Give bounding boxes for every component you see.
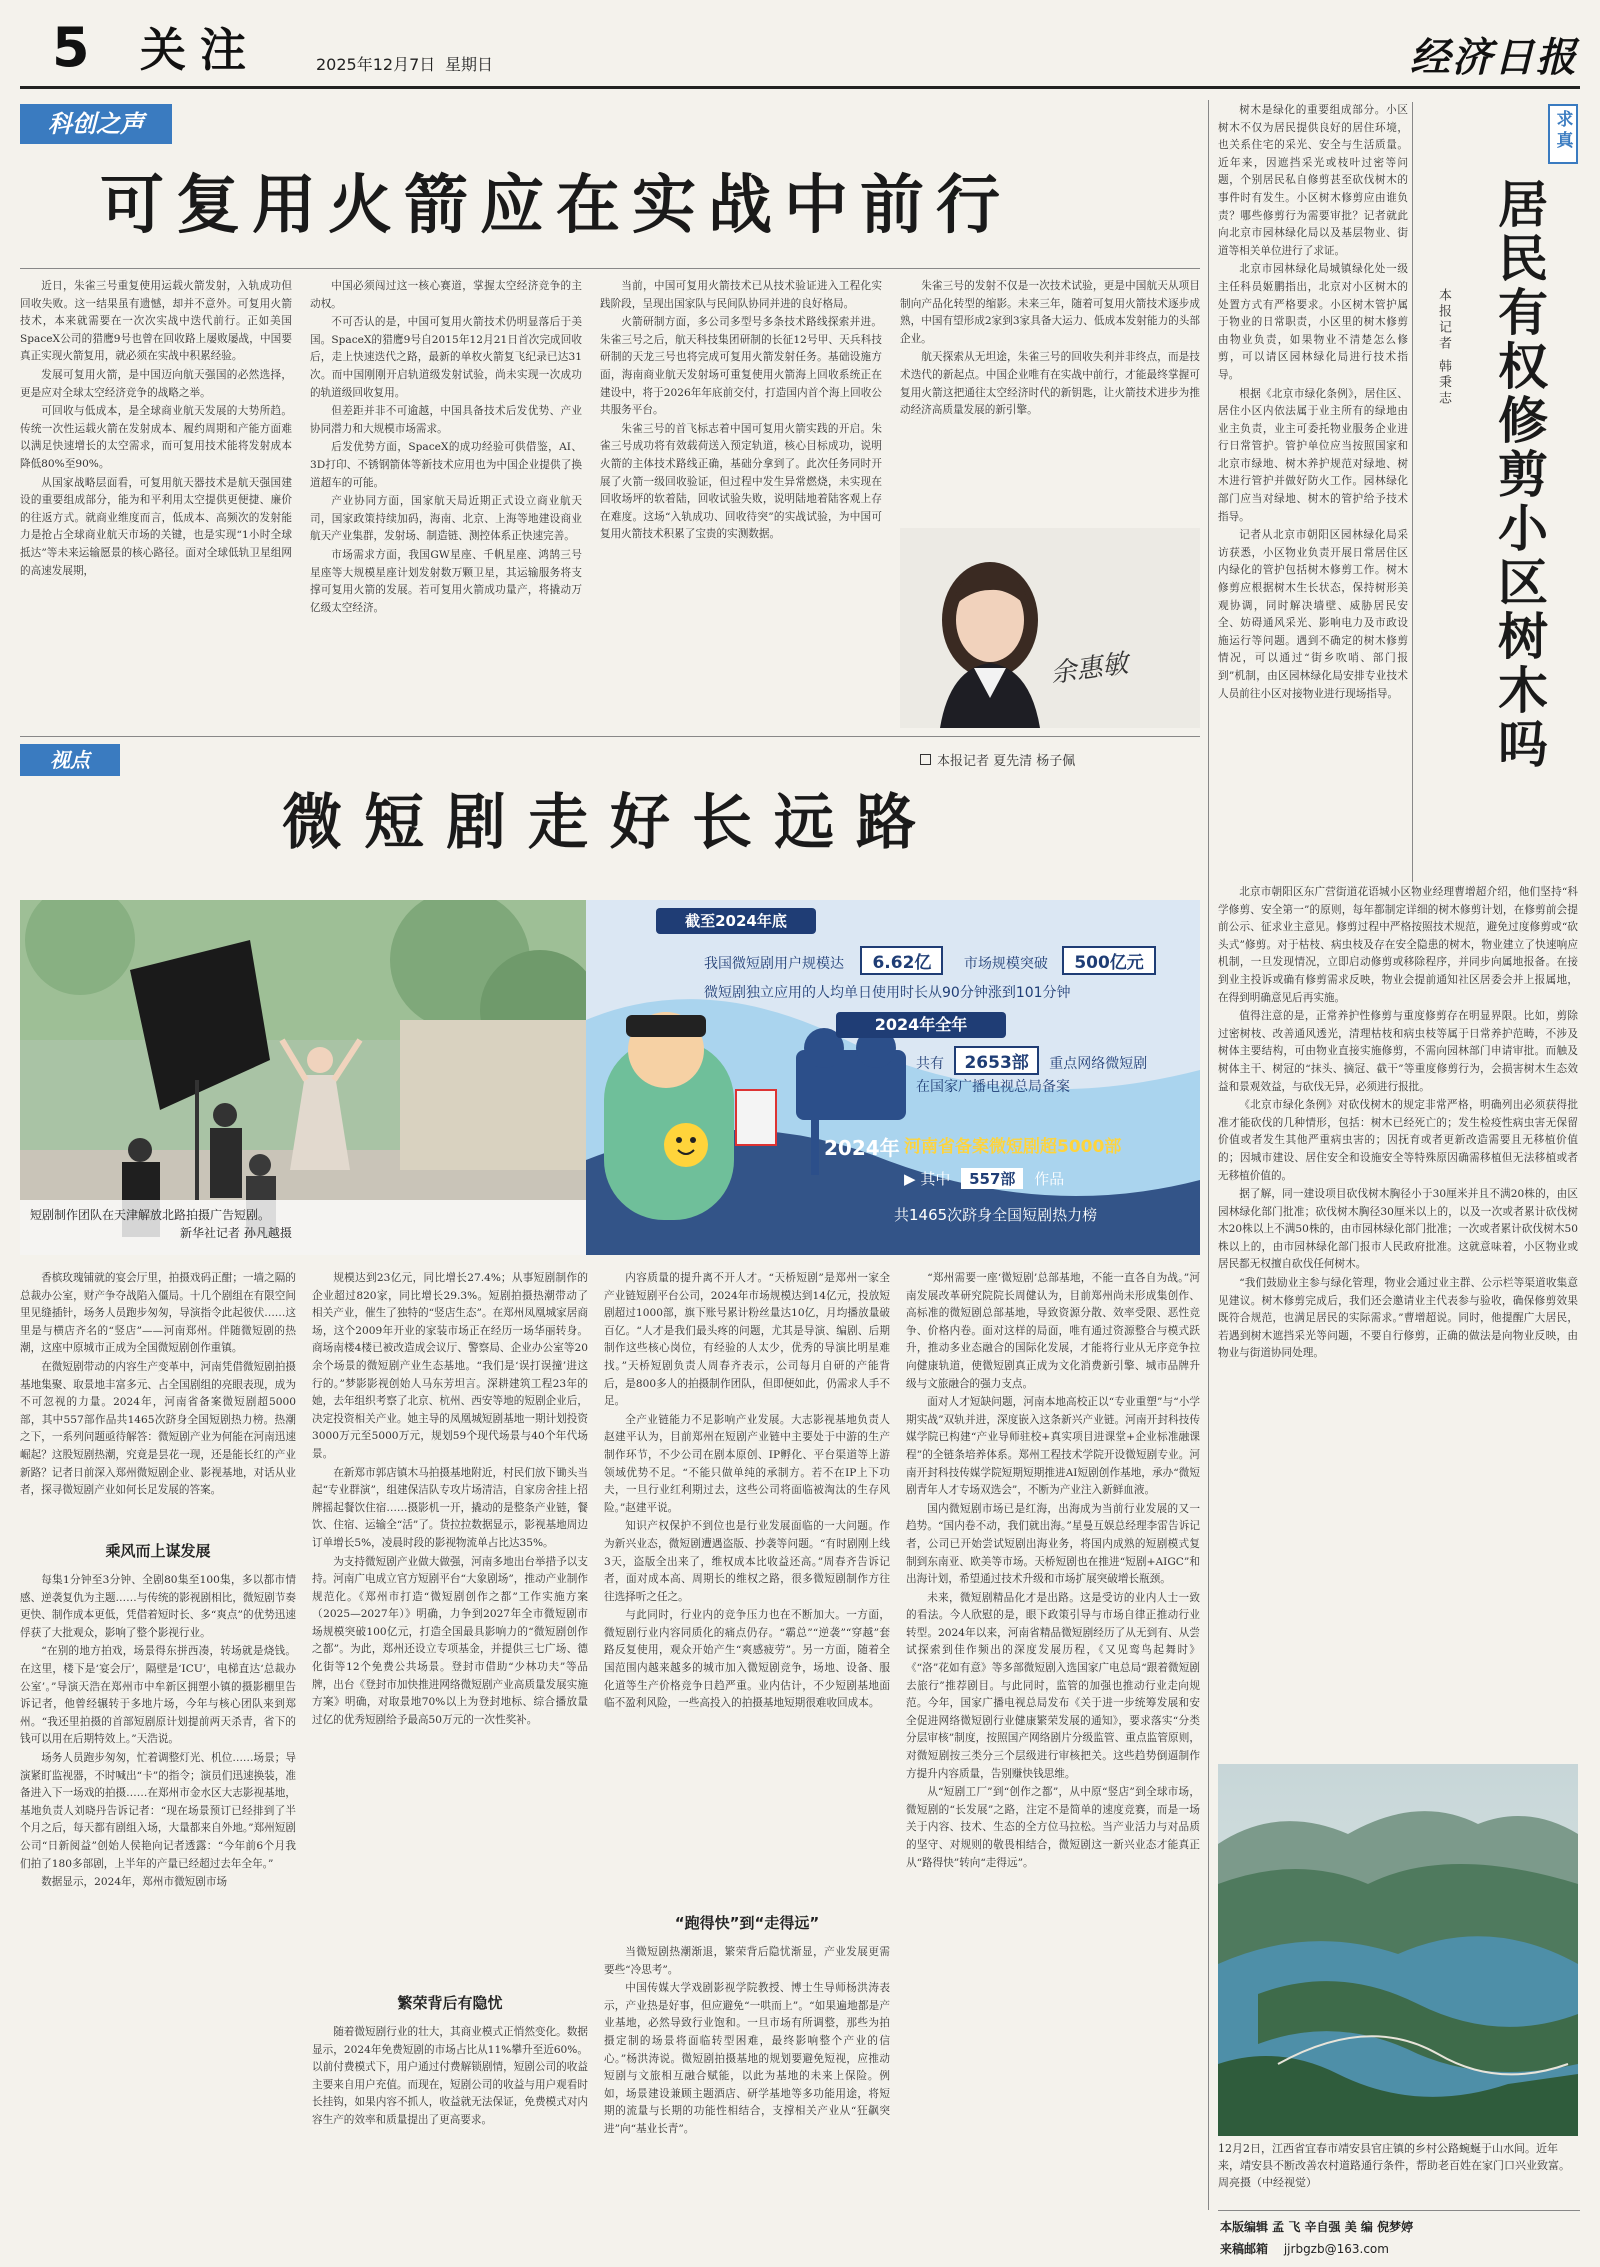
footer-email-row xyxy=(1220,2240,1389,2257)
article-rocket xyxy=(20,98,1200,738)
page-number: 5 xyxy=(52,16,90,79)
text-column: 每集1分钟至3分钟、全剧80集至100集，多以都市情感、逆袭复仇为主题……与传统的影视剧相比，微短剧节奏更快、制作成本更低，凭借着短时长、多“爽点”的优势迅速俘获了大批观众，影响了整个影视行业。 “在别的地方拍戏，场景得东拼西凑，转场就是烧钱。在这里，楼下是‘宴会厅’，隔壁是‘ICU’，电梯直达‘总裁办公室’。”导演天浩在郑州市中牟新区拥塑小镇的摄影棚里告诉记者，他曾经辗转于多地片场，今年与核心团队来到郑州。“我还里拍摄的首部短剧原计划提前两天杀青，省下的钱可以用在后期特效上。”天浩说。 场务人员跑步匆匆，忙着调整灯光、机位……场景；导演紧盯监视器，不时喊出“卡”的指令；演员们迅速换装，准备进入下一场戏的拍摄……在郑州市金水区大志影视基地，基地负责人刘晓丹告诉记者：“现在场景预订已经排到了半个月之后，每天都有剧组入场，大量都来自外地。”郑州短剧公司“日新阅益”创始人侯艳向记者透露：“今年前6个月我们拍了180多部剧，上半年的产量已经超过去年全年。” 数据显示，2024年，郑州市微短剧市场 xyxy=(20,1574,296,1889)
infographic xyxy=(586,900,1200,1255)
henan-box xyxy=(824,1122,1184,1242)
stat-row-users: 我国微短剧用户规模达 6.62亿 市场规模突破 500亿元 xyxy=(704,946,1156,975)
users-value: 6.62亿 xyxy=(860,946,943,975)
text-column: 树木是绿化的重要组成部分。小区树木不仅为居民提供良好的居住环境，也关系住宅的采光、安全与生活质量。近年来，因遮挡采光或枝叶过密等问题，个别居民私自修剪甚至砍伐树木的事件时有发生。小区树木修剪应由谁负责？哪些修剪行为需要审批？记者就此向北京市园林绿化局以及基层物业、街道等相关单位进行了求证。 北京市园林绿化局城镇绿化处一级主任科员姬鹏指出，北京对小区树木的处置方式有严格要求。小区树木管护属于物业的日常职责，小区里的树木修剪由物业负责，如果物业不清楚怎么修剪，可以请区园林绿化局进行技术指导。 根据《北京市绿化条例》，居住区、居住小区内依法属于业主所有的绿地由业主负责，业主可委托物业服务企业进行日常管护。管护单位应当按照国家和北京市绿地、树木养护规范对绿地、树木进行管护并做好防火工作。园林绿化部门应当对绿地、树木的管护给予技术指导。 记者从北京市朝阳区园林绿化局采访获悉，小区物业负责开展日常居住区内绿化的管护包括树木修剪工作。树木修剪应根据树木生长状态，保持树形美观协调，同时解决墙壁、威胁居民安全、妨碍通风采光、影响电力及市政设施运行等问题。遇到不确定的树木修剪情况，可以通过“街乡吹哨、部门报到”机制，由区园林绿化局安排专业技术人员前往小区对接物业进行现场指导。 xyxy=(1218,104,1408,700)
total-note: 在国家广播电视总局备案 xyxy=(916,1079,1070,1095)
column-label: 求真 xyxy=(1548,104,1578,164)
issue-date: 2025年12月7日 xyxy=(316,55,436,74)
banner-2024-end: 截至2024年底 xyxy=(656,908,816,934)
divider xyxy=(20,268,1200,269)
text-column: 规模达到23亿元，同比增长27.4%；从事短剧制作的企业超过820家，同比增长29.3%。短剧拍摄热潮带动了相关产业，催生了独特的“竖店生态”。在郑州凤凰城家居商场，这个2009年开业的家装市场正在经历一场华丽转身。商场南楼4楼已被改造成会议厅、警察局、企业办公室等20余个场景的微短剧产业生态基地。“我们是‘误打误撞’进这行的。”梦影影视创始人马东芳坦言。深耕建筑工程23年的她，去年组织考察了北京、杭州、西安等地的短剧企业后，决定投资相关产业。她主导的凤凰城短剧基地一期计划投资3000万元至5000万元，规划59个现代场景与40个年代场景。 在新郑市郭店镇木马拍摄基地附近，村民们放下锄头当起“专业群演”，组建保洁队专攻片场清洁，自家房舍挂上招牌摇起餐饮住宿……摄影机一开，撬动的是整条产业链，餐饮、住宿、运输全“活”了。货拉拉数据显示，影视基地周边订单增长5%，凌晨时段的影视物流单占比达35%。 为支持微短剧产业做大做强，河南多地出台举措予以支持。河南广电成立官方短剧平台“大象剧场”，推动产业制作规范化。《郑州市打造“微短剧创作之都”工作实施方案（2025—2027年）》明确，力争到2027年全市微短剧市场规模突破100亿元，打造全国最具影响力的“微短剧创作之都”。为此，郑州还设立专项基金，并提供三七广场、德化街等12个免费公共场景。登封市借助“少林功夫”等品牌，出台《登封市加快推进网络微短剧产业高质量发展实施方案》明确，对取景地70%以上为登封地标、综合播放量过亿的优秀短剧给予最高50万元的一次性奖补。 xyxy=(312,1272,588,1726)
paper-logo: 经济日报 xyxy=(1410,34,1578,81)
photo-caption: 短剧制作团队在天津解放北路拍摄广告短剧。 xyxy=(30,1208,271,1222)
footer-editors: 本版编辑 孟 飞 辛自强 美 编 倪梦婷 xyxy=(1220,2220,1414,2234)
photo-caption: 12月2日，江西省宜春市靖安县官庄镇的乡村公路蜿蜒于山水间。近年来，靖安县不断改善农村道路通行条件，帮助老百姓在家门口兴业致富。 周亮摄（中经视觉） xyxy=(1218,2142,1570,2189)
byline: 本报记者 夏先清 杨子佩 xyxy=(920,750,1075,769)
text-column: “郑州需要一座‘微短剧’总部基地，不能一直各自为战。”河南发展改革研究院院长周健认为，目前郑州尚未形成集创作、高标准的微短剧总部基地，导致资源分散、效率受限、恶性竞争、价格内卷。面对这样的局面，唯有通过资源整合与模式跃升，推动多业态融合的国际化发展，才能将行业从无序竞争拉向健康轨道，使微短剧真正成为文化消费新引擎、城市品牌升级与文旅融合的强力支点。 面对人才短缺问题，河南本地高校正以“专业重塑”与“小学期实战”双轨并进，深度嵌入这条新兴产业链。河南开封科技传媒学院已构建“产业导师驻校+真实项目进课堂+企业标准融课程”的全链条培养体系。郑州工程技术学院开设微短剧专业。河南开封科技传媒学院短期短期推进AI短剧创作基地，承办“微短剧青年人才专场双选会”，不断为产业注入新鲜血液。 国内微短剧市场已是红海，出海成为当前行业发展的又一趋势。“国内卷不动，我们就出海。”星曼互娱总经理李雷告诉记者，公司已开始尝试短剧出海业务，将国内成熟的短剧模式复制到东南亚、欧美等市场。天桥短剧也在推进“短剧+AIGC”和出海计划，希望通过技术升级和市场扩展突破增长瓶颈。 未来，微短剧精品化才是出路。这是受访的业内人士一致的看法。今人欣慰的是，眼下政策引导与市场自律正推动行业转型。2024年以来，河南省精品微短剧经历了从无到有、从尝试探索到佳作频出的深度发展历程，《又见鸾鸟起舞时》《“洛”花如有意》等多部微短剧入选国家广电总局“跟着微短剧去旅行”推荐剧目。与此同时，监管的加强也推动行业走向规范。今年，国家广播电视总局发布《关于进一步统筹发展和安全促进网络微短剧行业健康繁荣发展的通知》，要求落实“分类分层审核”制度，按照国产网络剧片分级监管、重点监管原则，对微短剧按三类分三个层级进行审核把关。这些趋势倒逼制作方提升内容质量，告别赚快钱思维。 从“短剧工厂”到“创作之都”，从中原“竖店”到全球市场，微短剧的“长发展”之路，注定不是简单的速度竞赛，而是一场关于内容、技术、生态的全方位马拉松。当产业活力与对品质的坚守、对规则的敬畏相结合，微短剧这一新兴业态才能真正从“路得快”转向“走得远”。 xyxy=(906,1272,1200,1869)
footer-rule xyxy=(1218,2210,1580,2211)
text-column: 朱雀三号的发射不仅是一次技术试验，更是中国航天从项目制向产品化转型的缩影。未来三年，随着可复用火箭技术逐步成熟，中国有望形成2家到3家具备大运力、低成本发射能力的头部企业。 航天探索从无坦途，朱雀三号的回收失利并非终点，而是技术迭代的新起点。中国企业唯有在实战中前行，才能最终掌握可复用火箭这把通往太空经济时代的新钥匙，让火箭技术进步为推动经济高质量发展的新引擎。 xyxy=(900,280,1200,417)
total-value: 2653部 xyxy=(954,1046,1038,1075)
author-portrait xyxy=(900,528,1200,728)
text-column: 香槟玫瑰铺就的宴会厅里，拍摄戏码正酣；一墙之隔的总裁办公室，财产争夺战陷入僵局。十几个剧组在有限空间里见缝插针，场务人员跑步匆匆，导演指令此起彼伏……这里是与横店齐名的“竖店”——河南郑州。伴随微短剧的热潮，这座中原城市正成为全国微短剧创作重镇。 在微短剧带动的内容生产变革中，河南凭借微短剧拍摄基地集聚、取景地丰富多元、占全国剧组的亮眼表现，成为不可忽视的力量。2024年，河南省备案微短剧超5000部，其中557部作品共1465次跻身全国短剧热力榜。热潮之下，一系列问题亟待解答：微短剧产业为何能在河南迅速崛起？这股短剧热潮，究竟是昙花一现，还是能长红的产业新路？记者日前深入郑州微短剧企业、影视基地，对话从业者，探寻微短剧产业如何长足发展的答案。 xyxy=(20,1272,296,1497)
henan-sub-value: 557部 xyxy=(961,1168,1023,1189)
henan-year: 2024年 xyxy=(824,1136,900,1160)
headline: 可复用火箭应在实战中前行 xyxy=(100,168,1012,243)
play-icon: ▶ xyxy=(904,1170,916,1188)
subheading: 繁荣背后有隐忧 xyxy=(397,1994,503,2012)
email-label: 来稿邮箱 xyxy=(1220,2242,1269,2256)
subheading: “跑得快”到“走得远” xyxy=(674,1914,820,1932)
byline: 本报记者 韩秉志 xyxy=(1436,288,1451,408)
henan-heat: 共1465次跻身全国短剧热力榜 xyxy=(894,1206,1098,1224)
henan-sub: ▶ 其中 557部 作品 xyxy=(904,1170,1065,1188)
section-title: 关注 xyxy=(140,23,260,77)
drama-photo xyxy=(20,900,605,1255)
text-column: 中国必须闯过这一核心赛道，掌握太空经济竞争的主动权。 不可否认的是，中国可复用火箭技术仍明显落后于美国。SpaceX的猎鹰9号自2015年12月21日首次完成回收后，走上快速迭代之路，最新的单枚火箭复飞纪录已达31次。而中国刚刚开启轨道级发射试验，尚未实现一次成功的轨道级回收复用。 但差距并非不可逾越，中国具备技术后发优势、产业协同潜力和大规模市场需求。 后发优势方面，SpaceX的成功经验可供借鉴，AI、3D打印、不锈钢箭体等新技术应用也为中国企业提供了换道超车的可能。 产业协同方面，国家航天局近期正式设立商业航天司，国家政策持续加码，海南、北京、上海等地建设商业航天产业集群，发射场、制造链、测控体系正快速完善。 市场需求方面，我国GW星座、千帆星座、鸿鹄三号星座等大规模星座计划发射数万颗卫星，其运输服务将支撑可复用火箭的发展。若可复用火箭成功量产，将撬动万亿级太空经济。 xyxy=(310,280,582,614)
headline: 居民有权修剪小区树木吗 xyxy=(1490,178,1549,772)
stat-row-total: 共有 2653部 重点网络微短剧 xyxy=(916,1046,1147,1075)
masthead xyxy=(0,0,1600,95)
photo-caption-box xyxy=(20,1200,605,1255)
divider xyxy=(20,736,1200,737)
daily-use: 微短剧独立应用的人均单日使用时长从90分钟涨到101分钟 xyxy=(704,985,1071,1001)
column-label: 视点 xyxy=(20,744,120,776)
text-column: 当微短剧热潮渐退，繁荣背后隐忧渐显，产业发展更需要些“冷思考”。 中国传媒大学戏剧影视学院教授、博士生导师杨洪涛表示，产业热是好事，但应避免“一哄而上”。“如果遍地都是产业基地，必然导致行业饱和。一旦市场有所调整，那些为拍摄定制的场景将面临转型困难，最终影响整个产业的信心。”杨洪涛说。微短剧拍摄基地的规划要避免短视，应推动短剧与文旅相互融合赋能，以此为基地的未来上保险。例如，场景建设兼顾主题酒店、研学基地等多功能用途，将短期的流量与长期的功能性相结合，支撑相关产业从“狂飙突进”向“基业长青”。 xyxy=(604,1946,890,2135)
text-column: 近日，朱雀三号重复使用运载火箭发射，入轨成功但回收失败。这一结果虽有遗憾，却并不意外。可复用火箭技术，本来就需要在一次次实战中迭代前行。正如美国SpaceX公司的猎鹰9号也曾在回收路上屡败屡战，中国要真正实现火箭复用，就必须在实战中积累经验。 发展可复用火箭，是中国迈向航天强国的必然选择，更是应对全球太空经济竞争的战略之举。 可回收与低成本，是全球商业航天发展的大势所趋。传统一次性运载火箭在发射成本、履约周期和产能方面难以满足快速增长的太空需求，而可复用技术能将发射成本降低80%至90%。 从国家战略层面看，可复用航天器技术是航天强国建设的重要组成部分，能为和平利用太空提供更便捷、廉价的往返方式。就商业维度而言，低成本、高频次的发射能力是抢占全球商业航天市场的关键，也是实现“1小时全球抵达”等未来运输愿景的核心路径。面对全球低轨卫星组网的高速发展期， xyxy=(20,280,292,577)
issue-weekday: 星期日 xyxy=(445,55,494,74)
text-column: 当前，中国可复用火箭技术已从技术验证进入工程化实践阶段，呈现出国家队与民间队协同并进的良好格局。 火箭研制方面，多公司多型号多条技术路线探索并进。朱雀三号之后，航天科技集团研制的长征12号甲、天兵科技研制的天龙三号也将完成可复用火箭发射任务。基础设施方面，海南商业航天发射场可重复使用火箭海上回收系统正在建设中，将于2026年年底前交付，打造国内首个海上回收公共服务平台。 朱雀三号的首飞标志着中国可复用火箭实践的开启。朱雀三号成功将有效载荷送入预定轨道，核心目标成功，说明火箭的主体技术路线正确，基础分拿到了。此次任务同时开展了火箭一级回收验证，但过程中发生异常燃烧，未实现在回收场坪的软着陆，回收试验失败，说明陆地着陆客观上存在难度。这场“入轨成功、回收待突”的实战试验，为中国可复用火箭技术积累了宝贵的实测数据。 xyxy=(600,280,882,541)
text-column: 内容质量的提升离不开人才。“天桥短剧”是郑州一家全产业链短剧平台公司，2024年市场规模达到14亿元，投放短剧超过1000部，旗下账号累计粉丝量达10亿，月均播放量破百亿。“人才是我们最头疼的问题，尤其是导演、编剧、后期制作这些核心岗位，有经验的人太少，优秀的导演比明星难找。”天桥短剧负责人周春齐表示，公司每月自研的产能背后，是800多人的拍摄制作团队，但即便如此，仍需求人手不足。 全产业链能力不足影响产业发展。大志影视基地负责人赵建平认为，目前郑州在短剧产业链中主要处于中游的生产制作环节，不少公司在剧本原创、IP孵化、平台渠道等上游领域优势不足。“不能只做单纯的承制方。若不在IP上下功夫，一旦行业红利期过去，这些公司将面临被淘汰的生存风险。”赵建平说。 知识产权保护不到位也是行业发展面临的一大问题。作为新兴业态，微短剧遭遇盗版、抄袭等问题。“有时剧刚上线3天，盗版全出来了，维权成本比收益还高。”周春齐告诉记者，面对成本高、周期长的维权之路，很多微短剧制作方往往选择听之任之。 与此同时，行业内的竞争压力也在不断加大。一方面，微短剧行业内容同质化的痛点仍存。“霸总”“逆袭”“穿越”套路反复使用，观众开始产生“爽感疲劳”。另一方面，随着全国范围内越来越多的城市加入微短剧竞争，场地、设备、服化道等生产价格竞争日趋严重。业内估计，不少短剧基地面临不盈利风险，一些高投入的拍摄基地短期很难收回成本。 xyxy=(604,1272,890,1710)
landscape-photo xyxy=(1218,1764,1578,2136)
text-column: 随着微短剧行业的壮大，其商业模式正悄然变化。数据显示，2024年免费短剧的市场占比从11%攀升至近60%。以前付费模式下，用户通过付费解锁剧情，短剧公司的收益主要来自用户充值。而现在，短剧公司的收益与用户观看时长挂钩，如果内容不抓人，收益就无法保证，免费模式对内容生产的效率和质量提出了更高要求。 xyxy=(312,2026,588,2126)
column-label: 科创之声 xyxy=(20,104,172,144)
henan-line: 河南省备案微短剧超5000部 xyxy=(904,1137,1122,1157)
email-address: jjrbgzb@163.com xyxy=(1283,2242,1389,2256)
text-column: 北京市朝阳区东广营街道花语城小区物业经理曹增超介绍，他们坚持“科学修剪、安全第一”的原则，每年都制定详细的树木修剪计划，在修剪前会提前公示、征求业主意见。修剪过程中严格按照技术规范，避免过度修剪或“砍头式”修剪。对于枯枝、病虫枝及存在安全隐患的树木，物业建立了快速响应机制，一旦发现情况，立即启动修剪或移除程序，并同步向属地报备。在接到业主投诉或确有修剪需求反映，物业会提前通知社区居委会并上报属地，在得到明确意见后再实施。 值得注意的是，正常养护性修剪与重度修剪存在明显界限。比如，剪除过密树枝、改善通风透光，清理枯枝和病虫枝等属于日常养护范畴，不涉及树体主要结构，可由物业直接实施修剪，不需向园林部门申请审批。而触及树体主干、树冠的“抹头、摘冠、截干”等重度修剪行为，会损害树木生态效益和景观效益，与砍伐无异，必须进行报批。 《北京市绿化条例》对砍伐树木的规定非常严格，明确列出必须获得批准才能砍伐的几种情形，包括：树木已经死亡的；发生检疫性病虫害无保留价值或者发生其他严重病虫害的；因抚育或者更新改造需要且无移植价值的；因城市建设、居住安全和设施安全等特殊原因确需移植但无法移植或者无移植价值的。 据了解，同一建设项目砍伐树木胸径小于30厘米并且不满20株的，由区园林绿化部门批准；砍伐树木胸径30厘米以上的，以及一次或者累计砍伐树木20株以上不满50株的，由市园林绿化部门批准；一次或者累计砍伐树木50株以上的，由市园林绿化部门报市人民政府批准。这就意味着，小区物业或居民都无权擅自砍伐任何树木。 “我们鼓励业主参与绿化管理，物业会通过业主群、公示栏等渠道收集意见建议。树木修剪完成后，我们还会邀请业主代表参与验收，确保修剪效果既符合规范，也满足居民的实际需求。”曹增超说。同时，他提醒广大居民，若遇到树木遮挡采光等问题，不要自行修剪，正确的做法是向物业反映，由物业与街道协同处理。 xyxy=(1218,886,1578,1360)
divider xyxy=(1412,102,1413,882)
article-short-drama xyxy=(20,740,1200,2210)
masthead-rule xyxy=(20,86,1580,89)
article-trees xyxy=(1212,98,1580,2208)
square-icon xyxy=(920,754,931,765)
column-divider xyxy=(1208,100,1209,2210)
market-value: 500亿元 xyxy=(1062,946,1156,975)
photo-credit: 新华社记者 孙凡越摄 xyxy=(180,1226,292,1240)
author-signature: 余惠敏 xyxy=(1048,648,1131,690)
subheading: 乘风而上谋发展 xyxy=(105,1542,211,1560)
banner-2024-year: 2024年全年 xyxy=(836,1012,1006,1038)
headline: 微短剧走好长远路 xyxy=(282,788,938,858)
